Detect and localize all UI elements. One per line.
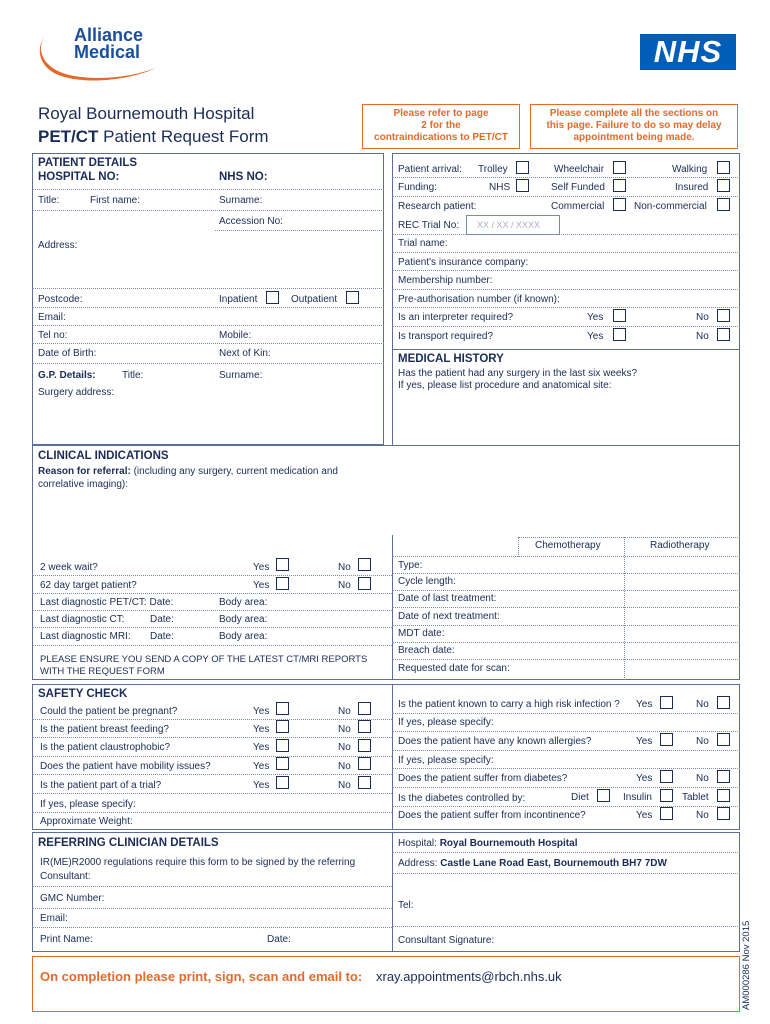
divider	[392, 731, 740, 732]
interpreter-no-checkbox[interactable]	[717, 309, 730, 322]
type-label: Type:	[398, 560, 423, 571]
gmc-label: GMC Number:	[40, 893, 105, 904]
commercial-label: Commercial	[551, 201, 605, 212]
allergies-yes-checkbox[interactable]	[660, 733, 673, 746]
divider	[215, 230, 384, 231]
divider	[392, 270, 740, 271]
transport-yes-checkbox[interactable]	[613, 328, 626, 341]
diabetes-no-checkbox[interactable]	[717, 770, 730, 783]
footer-email-link[interactable]: xray.appointments@rbch.nhs.uk	[376, 969, 562, 984]
wheelchair-checkbox[interactable]	[613, 161, 626, 174]
hospital-name: Royal Bournemouth Hospital	[38, 104, 255, 123]
divider	[32, 363, 384, 364]
patient-details-heading: PATIENT DETAILS	[38, 157, 138, 169]
email-label: Email:	[38, 312, 66, 323]
nhs-logo: NHS	[640, 34, 736, 70]
insured-label: Insured	[675, 182, 709, 193]
reason-bold: Reason for referral:	[38, 466, 131, 477]
infection-yes-checkbox[interactable]	[660, 696, 673, 709]
research-label: Research patient:	[398, 201, 477, 212]
hospital-label-text: Hospital:	[398, 838, 437, 849]
first-name-label: First name:	[90, 195, 141, 206]
trial-label: Is the patient part of a trial?	[40, 780, 162, 791]
allergies-no-label: No	[696, 736, 709, 747]
last-treatment-label: Date of last treatment:	[398, 593, 497, 604]
notice1-line2: 2 for the	[421, 120, 461, 131]
reason-line2: correlative imaging):	[38, 479, 129, 490]
divider	[392, 873, 740, 874]
two-week-yes-label: Yes	[253, 562, 270, 573]
irmer-line1: IR(ME)R2000 regulations require this form to be signed by the referring	[40, 857, 356, 868]
infection-yes-label: Yes	[636, 699, 653, 710]
divider	[392, 556, 740, 557]
divider	[32, 627, 392, 628]
divider	[32, 288, 384, 289]
claustro-yes-label: Yes	[253, 742, 270, 753]
referring-clinician-box	[32, 832, 740, 952]
referral-date-label: Date:	[267, 934, 291, 945]
claustro-no-checkbox[interactable]	[358, 739, 371, 752]
mobility-yes-checkbox[interactable]	[276, 757, 289, 770]
divider	[392, 852, 740, 853]
mobility-yes-label: Yes	[253, 761, 270, 772]
allergies-yes-label: Yes	[636, 736, 653, 747]
hospital-value: Royal Bournemouth Hospital	[439, 838, 578, 849]
allergies-no-checkbox[interactable]	[717, 733, 730, 746]
clinical-indications-heading: CLINICAL INDICATIONS	[38, 450, 169, 462]
mobile-label: Mobile:	[219, 330, 252, 341]
last-ct-label: Last diagnostic CT:	[40, 614, 125, 625]
divider	[32, 886, 392, 887]
accession-label: Accession No:	[219, 216, 283, 227]
pregnant-label: Could the patient be pregnant?	[40, 706, 178, 717]
incontinence-no-label: No	[696, 810, 709, 821]
notice1-line1: Please refer to page	[393, 108, 489, 119]
trial-yes-checkbox[interactable]	[276, 776, 289, 789]
insulin-checkbox[interactable]	[660, 789, 673, 802]
clinician-email-label: Email:	[40, 913, 68, 924]
divider	[32, 908, 392, 909]
divider	[32, 645, 392, 646]
divider	[392, 607, 740, 608]
diet-label: Diet	[571, 792, 589, 803]
diabetes-yes-label: Yes	[636, 773, 653, 784]
nok-label: Next of Kin:	[219, 348, 271, 359]
surname-label: Surname:	[219, 195, 263, 206]
claustrophobic-label: Is the patient claustrophobic?	[40, 742, 171, 753]
contraindications-notice	[362, 104, 520, 149]
divider	[392, 307, 740, 308]
transport-no-checkbox[interactable]	[717, 328, 730, 341]
infection-no-label: No	[696, 699, 709, 710]
procedure-question: If yes, please list procedure and anatomical site:	[398, 380, 612, 391]
divider	[32, 593, 392, 594]
divider	[392, 289, 740, 290]
tablet-checkbox[interactable]	[717, 789, 730, 802]
cycle-length-label: Cycle length:	[398, 576, 456, 587]
trial-no-checkbox[interactable]	[358, 776, 371, 789]
divider	[392, 590, 740, 591]
divider	[392, 768, 740, 769]
insulin-label: Insulin	[623, 792, 652, 803]
self-funded-checkbox[interactable]	[613, 179, 626, 192]
radiotherapy-label: Radiotherapy	[650, 540, 710, 551]
pregnant-no-label: No	[338, 706, 351, 717]
divider	[32, 575, 392, 576]
notice2-line1: Please complete all the sections on	[549, 108, 719, 119]
gp-details-label: G.P. Details:	[38, 370, 96, 381]
rec-trial-input[interactable]: XX / XX / XXXX	[466, 215, 560, 235]
infection-no-checkbox[interactable]	[717, 696, 730, 709]
footer-box	[32, 956, 740, 1012]
walking-label: Walking	[672, 164, 708, 175]
divider	[392, 713, 740, 714]
outpatient-checkbox[interactable]	[346, 291, 359, 304]
nhs-funding-label: NHS	[489, 182, 511, 193]
mobility-label: Does the patient have mobility issues?	[40, 761, 211, 772]
divider	[518, 537, 740, 538]
gp-surname-label: Surname:	[219, 370, 263, 381]
preauth-label: Pre-authorisation number (if known):	[398, 294, 560, 305]
divider	[32, 756, 392, 757]
tel-label-ref: Tel:	[398, 900, 414, 911]
form-code: AM000286 Nov 2015	[741, 920, 752, 1010]
diabetes-no-label: No	[696, 773, 709, 784]
dob-label: Date of Birth:	[38, 348, 97, 359]
footer-instruction: On completion please print, sign, scan and email to:	[40, 969, 363, 984]
non-commercial-label: Non-commercial	[634, 201, 707, 212]
outpatient-label: Outpatient	[291, 294, 338, 305]
infection-specify-label: If yes, please specify:	[398, 717, 494, 728]
logo-line2: Medical	[74, 42, 141, 62]
divider	[32, 774, 392, 775]
inpatient-label: Inpatient	[219, 294, 258, 305]
sixty-two-day-label: 62 day target patient?	[40, 580, 137, 591]
last-pet-label: Last diagnostic PET/CT: Date:	[40, 597, 174, 608]
chemotherapy-label: Chemotherapy	[535, 540, 601, 551]
divider	[392, 625, 740, 626]
mdt-date-label: MDT date:	[398, 628, 445, 639]
insurance-label: Patient's insurance company:	[398, 257, 529, 268]
divider	[32, 325, 384, 326]
next-treatment-label: Date of next treatment:	[398, 611, 500, 622]
safety-check-heading: SAFETY CHECK	[38, 688, 128, 700]
alliance-medical-logo	[34, 24, 159, 84]
transport-yes-label: Yes	[587, 331, 604, 342]
form-title-bold: PET/CT	[38, 127, 99, 146]
allergies-specify-label: If yes, please specify:	[398, 755, 494, 766]
notice1-line3: contraindications to PET/CT	[374, 132, 508, 143]
breast-feeding-label: Is the patient breast feeding?	[40, 724, 169, 735]
print-name-label: Print Name:	[40, 934, 93, 945]
surgery-question: Has the patient had any surgery in the last six weeks?	[398, 368, 638, 379]
requested-date-label: Requested date for scan:	[398, 663, 510, 674]
breach-date-label: Breach date:	[398, 645, 455, 656]
referring-divider	[392, 832, 393, 952]
divider	[518, 537, 519, 557]
divider	[392, 659, 740, 660]
mri-body-area-label: Body area:	[219, 631, 268, 642]
trolley-checkbox[interactable]	[516, 161, 529, 174]
complete-sections-notice	[530, 104, 738, 149]
ct-date-label: Date:	[150, 614, 174, 625]
mri-date-label: Date:	[150, 631, 174, 642]
nhs-no-label: NHS NO:	[219, 171, 268, 183]
reason-line1	[38, 466, 338, 478]
two-week-label: 2 week wait?	[40, 562, 98, 573]
divider	[392, 926, 740, 927]
self-funded-label: Self Funded	[551, 182, 605, 193]
irmer-line2: Consultant:	[40, 871, 91, 882]
interpreter-yes-checkbox[interactable]	[613, 309, 626, 322]
last-mri-label: Last diagnostic MRI:	[40, 631, 131, 642]
trolley-label: Trolley	[478, 164, 508, 175]
divider	[32, 737, 392, 738]
consultant-signature-label: Consultant Signature:	[398, 935, 495, 946]
patient-arrival-label: Patient arrival:	[398, 164, 462, 175]
tel-label: Tel no:	[38, 330, 68, 341]
safety-divider	[392, 684, 393, 830]
transport-label: Is transport required?	[398, 331, 494, 342]
non-commercial-checkbox[interactable]	[717, 198, 730, 211]
breast-yes-label: Yes	[253, 724, 270, 735]
divider	[32, 812, 392, 813]
diabetes-label: Does the patient suffer from diabetes?	[398, 773, 568, 784]
pet-body-area-label: Body area:	[219, 597, 268, 608]
walking-checkbox[interactable]	[717, 161, 730, 174]
interpreter-label: Is an interpreter required?	[398, 312, 514, 323]
title-label: Title:	[38, 195, 60, 206]
divider	[32, 210, 384, 211]
divider	[32, 189, 384, 190]
notice2-line2: this page. Failure to do so may delay	[546, 120, 722, 131]
interpreter-no-label: No	[696, 312, 709, 323]
diabetes-controlled-label: Is the diabetes controlled by:	[398, 793, 526, 804]
gp-title-label: Title:	[122, 370, 144, 381]
divider	[392, 573, 740, 574]
divider	[32, 343, 384, 344]
pregnant-yes-label: Yes	[253, 706, 270, 717]
divider	[392, 326, 740, 327]
transport-no-label: No	[696, 331, 709, 342]
breast-no-checkbox[interactable]	[358, 720, 371, 733]
sixty-two-yes-checkbox[interactable]	[276, 577, 289, 590]
referring-clinician-heading: REFERRING CLINICIAN DETAILS	[38, 837, 219, 849]
address-value: Castle Lane Road East, Bournemouth BH7 7DW	[440, 858, 667, 869]
mobility-no-checkbox[interactable]	[358, 757, 371, 770]
divider	[32, 610, 392, 611]
two-week-no-checkbox[interactable]	[358, 558, 371, 571]
incontinence-label: Does the patient suffer from incontinence?	[398, 810, 586, 821]
divider	[392, 750, 740, 751]
inpatient-checkbox[interactable]	[266, 291, 279, 304]
ensure-line1: PLEASE ENSURE YOU SEND A COPY OF THE LATEST CT/MRI REPORTS	[40, 654, 368, 665]
trial-specify-label: If yes, please specify:	[40, 799, 136, 810]
divider	[32, 719, 392, 720]
address-row	[398, 858, 667, 870]
divider	[392, 642, 740, 643]
form-title	[38, 127, 269, 147]
infection-label: Is the patient known to carry a high risk infection ?	[398, 699, 620, 710]
divider	[392, 806, 740, 807]
divider	[32, 793, 392, 794]
sixty-two-yes-label: Yes	[253, 580, 270, 591]
logo-line1: Alliance	[74, 25, 144, 45]
nhs-funding-checkbox[interactable]	[516, 179, 529, 192]
trial-yes-label: Yes	[253, 780, 270, 791]
trial-name-label: Trial name:	[398, 238, 448, 249]
commercial-checkbox[interactable]	[613, 198, 626, 211]
reason-rest: (including any surgery, current medication and	[130, 466, 338, 477]
incontinence-no-checkbox[interactable]	[717, 807, 730, 820]
ct-body-area-label: Body area:	[219, 614, 268, 625]
two-week-no-label: No	[338, 562, 351, 573]
medical-divider	[392, 349, 740, 350]
hospital-no-label: HOSPITAL NO:	[38, 171, 120, 183]
breast-yes-checkbox[interactable]	[276, 720, 289, 733]
diet-checkbox[interactable]	[597, 789, 610, 802]
surgery-address-label: Surgery address:	[38, 387, 115, 398]
notice2-line3: appointment being made.	[573, 132, 695, 143]
form-title-rest: Patient Request Form	[98, 127, 269, 146]
weight-label: Approximate Weight:	[40, 816, 133, 827]
divider	[392, 234, 740, 235]
incontinence-yes-label: Yes	[636, 810, 653, 821]
divider	[32, 307, 384, 308]
trial-no-label: No	[338, 780, 351, 791]
breast-no-label: No	[338, 724, 351, 735]
claustro-yes-checkbox[interactable]	[276, 739, 289, 752]
medical-history-heading: MEDICAL HISTORY	[398, 353, 504, 365]
address-label: Address:	[38, 240, 78, 251]
mobility-no-label: No	[338, 761, 351, 772]
pregnant-no-checkbox[interactable]	[358, 702, 371, 715]
incontinence-yes-checkbox[interactable]	[660, 807, 673, 820]
divider	[392, 252, 740, 253]
postcode-label: Postcode:	[38, 294, 83, 305]
divider	[392, 177, 740, 178]
divider	[32, 927, 392, 928]
pregnant-yes-checkbox[interactable]	[276, 702, 289, 715]
diabetes-yes-checkbox[interactable]	[660, 770, 673, 783]
ensure-line2: WITH THE REQUEST FORM	[40, 666, 165, 677]
hospital-label	[398, 838, 577, 850]
allergies-label: Does the patient have any known allergies?	[398, 736, 592, 747]
divider	[392, 196, 740, 197]
sixty-two-no-label: No	[338, 580, 351, 591]
divider	[392, 787, 740, 788]
address-label-text: Address:	[398, 858, 438, 869]
membership-label: Membership number:	[398, 275, 493, 286]
two-week-yes-checkbox[interactable]	[276, 558, 289, 571]
interpreter-yes-label: Yes	[587, 312, 604, 323]
claustro-no-label: No	[338, 742, 351, 753]
insured-checkbox[interactable]	[717, 179, 730, 192]
wheelchair-label: Wheelchair	[554, 164, 605, 175]
funding-label: Funding:	[398, 182, 437, 193]
tablet-label: Tablet	[682, 792, 709, 803]
rec-trial-label: REC Trial No:	[398, 220, 460, 231]
sixty-two-no-checkbox[interactable]	[358, 577, 371, 590]
